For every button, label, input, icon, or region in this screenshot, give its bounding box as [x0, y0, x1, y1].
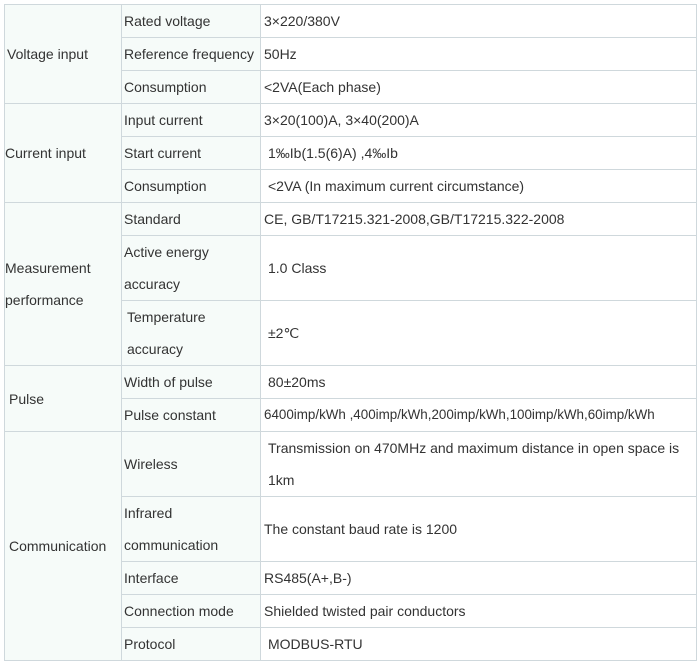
param-cell — [122, 5, 261, 38]
param-label: Connection mode — [124, 603, 234, 619]
param-label: Input current — [124, 112, 203, 128]
value-cell — [261, 170, 697, 203]
param-cell — [122, 595, 261, 628]
param-cell — [122, 366, 261, 399]
value-text: Shielded twisted pair conductors — [264, 603, 466, 619]
category-label: Current input — [5, 145, 86, 161]
value-text: 3×220/380V — [264, 13, 340, 29]
param-label: Start current — [124, 145, 202, 161]
value-cell — [261, 137, 697, 170]
value-cell — [261, 399, 697, 432]
value-text: 3×20(100)A, 3×40(200)A — [264, 112, 419, 128]
value-text: Transmission on 470MHz and maximum distance in open space is 1km — [268, 440, 680, 488]
param-cell — [122, 104, 261, 137]
spec-table — [4, 4, 697, 661]
value-cell — [261, 628, 697, 661]
param-cell — [122, 562, 261, 595]
value-cell — [261, 203, 697, 236]
param-label: Width of pulse — [124, 374, 213, 390]
category-label: Voltage input — [7, 46, 88, 62]
value-text: <2VA (In maximum current circumstance) — [268, 178, 525, 194]
value-cell — [261, 71, 697, 104]
value-cell — [261, 497, 697, 562]
category-cell — [5, 366, 122, 432]
param-label: Reference frequency — [124, 46, 254, 62]
param-label: Protocol — [124, 636, 176, 652]
param-label: Consumption — [124, 178, 207, 194]
param-label: Consumption — [124, 79, 207, 95]
param-cell — [122, 301, 261, 366]
value-cell — [261, 432, 697, 497]
table-row — [5, 104, 697, 137]
value-text: 1.0 Class — [268, 260, 327, 276]
table-row — [5, 203, 697, 236]
value-text: 50Hz — [264, 46, 297, 62]
table-row — [5, 366, 697, 399]
param-cell — [122, 170, 261, 203]
param-label: Temperature accuracy — [127, 309, 206, 357]
category-label: Measurement performance — [5, 260, 91, 308]
category-cell — [5, 432, 122, 661]
category-cell — [5, 203, 122, 366]
param-label: Interface — [124, 570, 179, 586]
value-cell — [261, 236, 697, 301]
value-cell — [261, 301, 697, 366]
param-cell — [122, 38, 261, 71]
param-label: Active energy accuracy — [124, 244, 209, 292]
param-cell — [122, 399, 261, 432]
table-row — [5, 432, 697, 497]
param-cell — [122, 497, 261, 562]
category-cell — [5, 104, 122, 203]
param-label: Standard — [124, 211, 181, 227]
value-text: CE, GB/T17215.321-2008,GB/T17215.322-2008 — [264, 211, 565, 227]
param-label: Pulse constant — [124, 407, 216, 423]
value-text: 6400imp/kWh ,400imp/kWh,200imp/kWh,100imp/kWh,60imp/kWh — [264, 407, 655, 422]
category-label: Communication — [9, 538, 107, 554]
category-cell — [5, 5, 122, 104]
value-text: ±2℃ — [268, 325, 300, 341]
param-cell — [122, 203, 261, 236]
value-cell — [261, 562, 697, 595]
value-text: MODBUS-RTU — [268, 636, 363, 652]
value-cell — [261, 595, 697, 628]
param-cell — [122, 432, 261, 497]
value-text: <2VA(Each phase) — [264, 79, 381, 95]
value-cell — [261, 5, 697, 38]
param-label: Wireless — [124, 456, 178, 472]
value-text: The constant baud rate is 1200 — [264, 521, 458, 537]
value-cell — [261, 366, 697, 399]
category-label: Pulse — [9, 390, 45, 407]
value-text: 1‰Ib(1.5(6)A) ,4‰Ib — [268, 145, 398, 161]
table-row — [5, 5, 697, 38]
value-text: 80±20ms — [268, 374, 326, 390]
value-cell — [261, 104, 697, 137]
value-cell — [261, 38, 697, 71]
param-cell — [122, 71, 261, 104]
param-label: Infrared communication — [124, 505, 219, 553]
param-cell — [122, 628, 261, 661]
param-cell — [122, 137, 261, 170]
param-label: Rated voltage — [124, 13, 211, 29]
value-text: RS485(A+,B-) — [264, 570, 352, 586]
param-cell — [122, 236, 261, 301]
